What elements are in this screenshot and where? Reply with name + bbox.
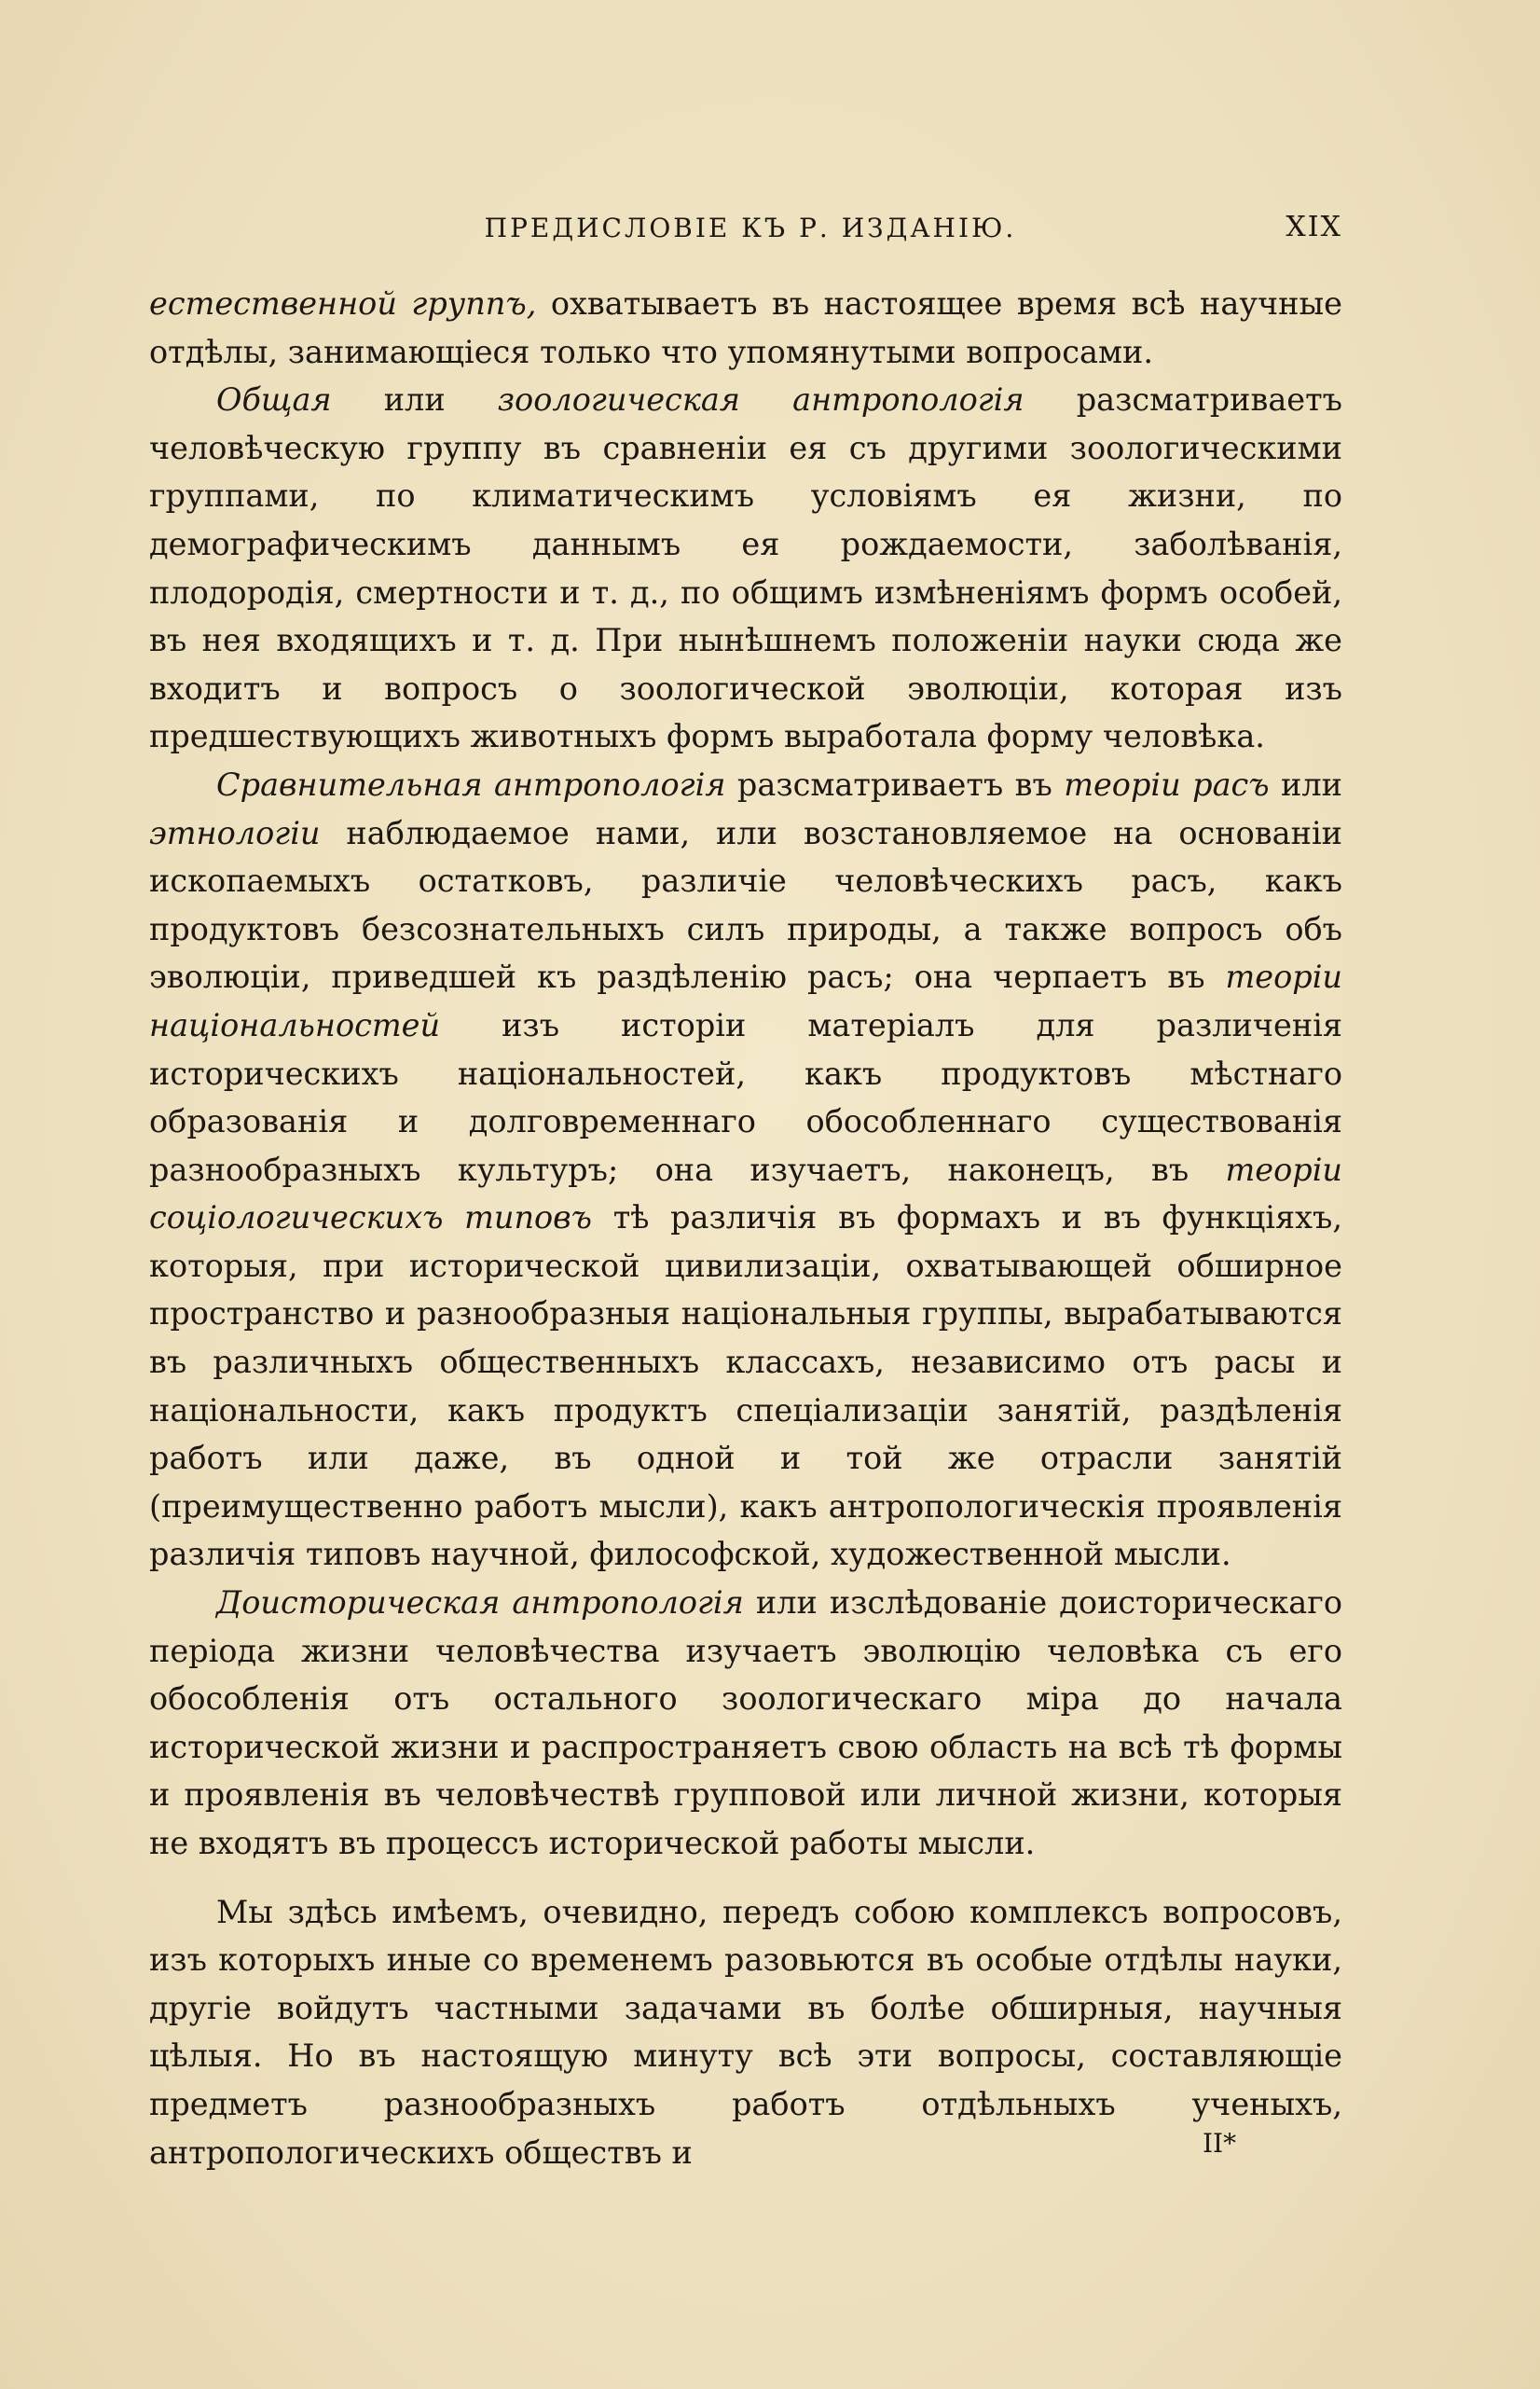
signature-mark: II* — [1203, 2128, 1237, 2159]
italic-term: Общая — [216, 381, 332, 419]
paragraph — [149, 1888, 1342, 2177]
body-text — [149, 280, 1342, 2176]
paragraph-text: разсматриваетъ въ — [725, 766, 1065, 803]
paragraph-text: или — [1269, 766, 1342, 803]
paragraph-text: разсматриваетъ человѣческую группу въ сравненіи ея съ другими зоологическими группами, по климатическимъ условіямъ ея жизни, по демографическимъ даннымъ ея рождаемости, заболѣванія, плодородія, смертности и т. д., по общимъ измѣненіямъ формъ особей, въ нея входящихъ и т. д. При нынѣшнемъ положеніи науки сюда же входитъ и вопросъ о зоологической эволюціи, которая изъ предшествующихъ животныхъ формъ выработала форму человѣка. — [149, 381, 1342, 755]
italic-term: зоологическая антропологія — [497, 381, 1024, 419]
italic-term: Доисторическая антропологія — [216, 1584, 744, 1622]
paragraph-text: изъ исторіи матеріалъ для различенія историческихъ національностей, какъ продуктовъ мѣстнаго образованія и долговременнаго обособленнаго существованія разнообразныхъ культуръ; она изучаетъ, наконецъ, въ — [149, 1006, 1342, 1188]
italic-term: Сравнительная антропологія — [216, 766, 726, 803]
paragraph — [149, 1579, 1342, 1868]
paragraph-text: наблюдаемое нами, или возстановляемое на основаніи ископаемыхъ остатковъ, различіе человѣческихъ расъ, какъ продуктовъ безсознательныхъ силъ природы, а также вопросъ объ эволюціи, приведшей къ раздѣленію расъ; она черпаетъ въ — [149, 814, 1342, 996]
paragraph — [149, 376, 1342, 761]
italic-term: теоріи національностей — [149, 959, 1342, 1043]
running-title: ПРЕДИСЛОВІЕ КЪ Р. ИЗДАНІЮ. — [484, 213, 1017, 243]
italic-term: этнологіи — [149, 814, 321, 851]
page-number: XIX — [1286, 211, 1342, 243]
page-header — [149, 207, 1352, 254]
paragraph-text: или изслѣдованіе доисторическаго періода жизни человѣчества изучаетъ эволюцію человѣка съ его обособленія отъ остального зоологическаго міра до начала исторической жизни и распространяетъ свою область на всѣ тѣ формы и проявленія въ человѣчествѣ групповой или личной жизни, которыя не входятъ въ процессъ исторической работы мысли. — [149, 1584, 1342, 1861]
italic-term: естественной группъ, — [149, 285, 537, 322]
paragraph-text: охватываетъ въ настоящее время всѣ научные отдѣлы, занимающіеся только что упомянутыми вопросами. — [149, 285, 1342, 370]
paragraph-text: или — [331, 381, 498, 419]
italic-term: теоріи соціологическихъ типовъ — [149, 1151, 1342, 1236]
italic-term: теоріи расъ — [1064, 766, 1270, 803]
paragraph — [149, 280, 1342, 376]
paragraph-text: Мы здѣсь имѣемъ, очевидно, передъ собою комплексъ вопросовъ, изъ которыхъ иные со временемъ разовьются въ особые отдѣлы науки, другіе войдутъ частными задачами въ болѣе обширныя, научныя цѣлыя. Но въ настоящую минуту всѣ эти вопросы, составляющіе предметъ разнообразныхъ работъ отдѣльныхъ ученыхъ, антропологическихъ обществъ и — [149, 1893, 1342, 2171]
paragraph-text: тѣ различія въ формахъ и въ функціяхъ, которыя, при исторической цивилизаціи, охватывающей обширное пространство и разнообразныя національныя группы, вырабатываются въ различныхъ общественныхъ классахъ, независимо отъ расы и національности, какъ продуктъ спеціализаціи занятій, раздѣленія работъ или даже, въ одной и той же отрасли занятій (преимущественно работъ мысли), какъ антропологическія проявленія различія типовъ научной, философской, художественной мысли. — [149, 1199, 1342, 1573]
paragraph — [149, 761, 1342, 1579]
